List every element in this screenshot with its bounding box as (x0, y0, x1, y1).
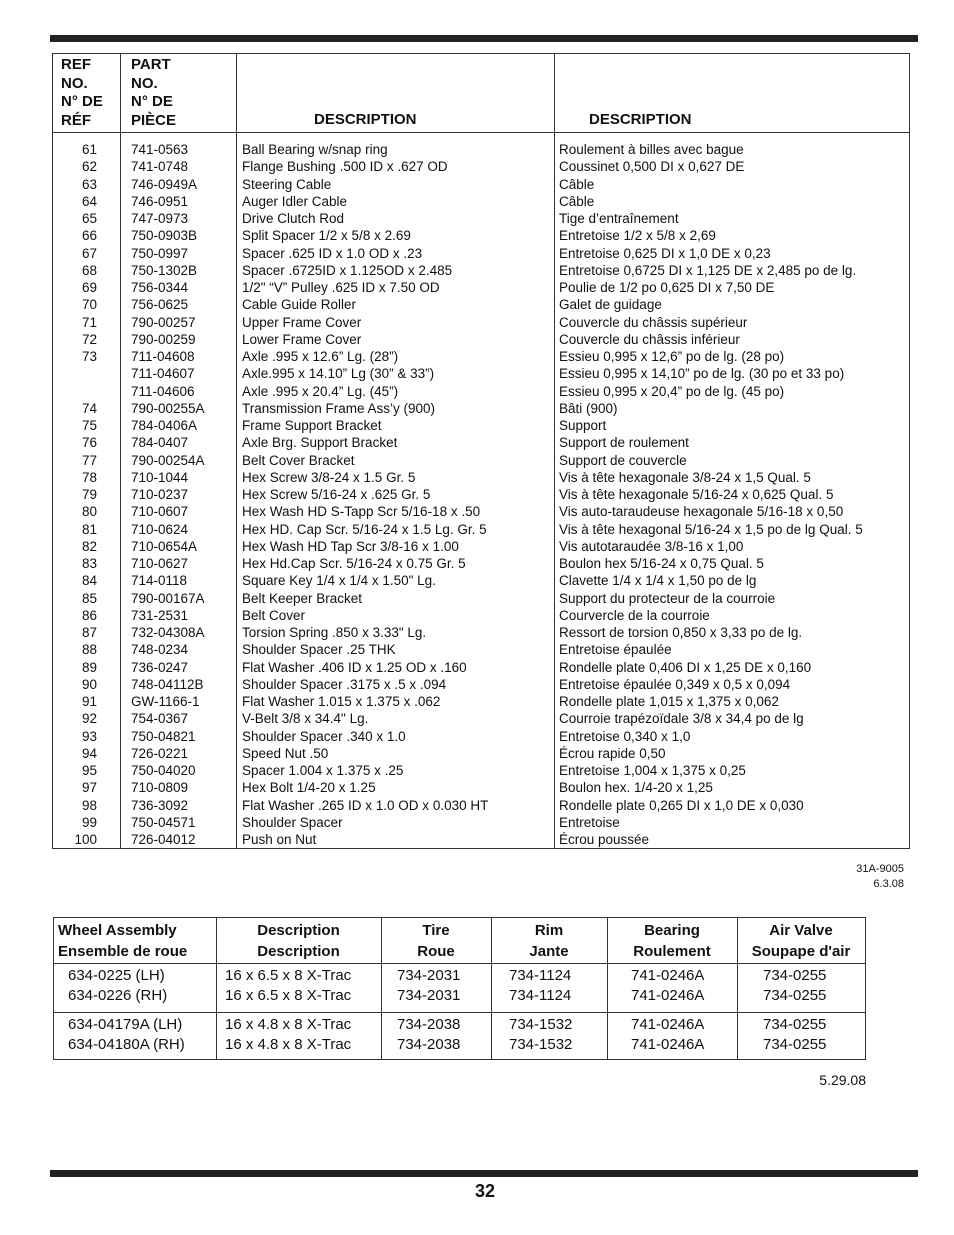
table-row (53, 624, 909, 641)
table-row (53, 521, 909, 538)
header-line: Jante (529, 943, 569, 960)
description-fr-cell: Essieu 0,995 x 20,4” po de lg. (45 po) (559, 383, 785, 399)
table-row (53, 348, 909, 365)
air-valve-cell: 734-0255 (763, 967, 827, 984)
header-divider (53, 132, 909, 133)
table-row (53, 486, 909, 503)
description-fr-cell: Entretoise 1,004 x 1,375 x 0,25 (559, 763, 746, 778)
tire-cell: 734-2031 (397, 967, 461, 984)
table-row (53, 814, 909, 831)
wheel-assembly-cell: 634-04180A (RH) (68, 1036, 185, 1053)
header-line: Air Valve (769, 922, 833, 939)
header-line: Wheel Assembly (58, 922, 177, 939)
description-fr-cell: Câble (559, 193, 595, 209)
part-no-cell: 741-0563 (131, 142, 189, 157)
part-no-cell: 736-3092 (131, 797, 189, 813)
header-part-line: PIÈCE (131, 111, 177, 129)
description-en-cell: Square Key 1/4 x 1/4 x 1.50" Lg. (242, 573, 436, 589)
parts-table (52, 53, 910, 849)
header-description-fr: DESCRIPTION (589, 111, 692, 128)
table-row (53, 365, 909, 382)
ref-no-cell: 83 (81, 556, 97, 571)
table-row (53, 762, 909, 779)
description-en-cell: Belt Cover Bracket (242, 452, 355, 468)
ref-no-cell: 73 (81, 349, 97, 364)
header-divider (54, 963, 865, 964)
air-valve-cell: 734-0255 (763, 987, 827, 1004)
description-en-cell: Ball Bearing w/snap ring (242, 142, 388, 157)
ref-no-cell: 85 (81, 590, 97, 606)
header-wheel-assembly (58, 920, 216, 962)
ref-no-cell: 67 (81, 245, 97, 261)
ref-no-cell: 71 (81, 314, 97, 330)
description-en-cell: Axle .995 x 12.6” Lg. (28”) (242, 349, 399, 364)
header-tire (381, 920, 491, 962)
description-fr-cell: Boulon hex 5/16-24 x 0,75 Qual. 5 (559, 556, 764, 571)
part-no-cell: 784-0407 (131, 435, 189, 451)
description-fr-cell: Couvercle du châssis supérieur (559, 314, 748, 330)
table-row (53, 710, 909, 727)
description-en-cell: Shoulder Spacer (242, 814, 343, 830)
part-no-cell: 790-00257 (131, 314, 196, 330)
description-fr-cell: Ressort de torsion 0,850 x 3,33 po de lg. (559, 625, 803, 640)
description-fr-cell: Vis à tête hexagonal 5/16-24 x 1,5 po de lg Qual. 5 (559, 521, 863, 537)
description-en-cell: Shoulder Spacer .25 THK (242, 642, 396, 658)
description-fr-cell: Courroie trapézoïdale 3/8 x 34,4 po de lg (559, 711, 804, 727)
table-row (53, 262, 909, 279)
ref-no-cell: 62 (81, 159, 97, 175)
part-no-cell: 756-0344 (131, 280, 189, 295)
part-no-cell: 711-04608 (131, 349, 195, 364)
part-no-cell: 710-1044 (131, 469, 189, 485)
description-fr-cell: Courvercle de la courroie (559, 607, 710, 623)
part-no-cell: 710-0654A (131, 538, 198, 554)
part-no-cell: 746-0949A (131, 176, 198, 192)
header-line: Description (257, 943, 340, 960)
description-fr-cell: Vis auto-taraudeuse hexagonale 5/16-18 x 0,50 (559, 504, 844, 520)
header-line: Rim (534, 922, 564, 939)
description-fr-cell: Couvercle du châssis inférieur (559, 331, 740, 347)
header-line: Roulement (633, 943, 711, 960)
description-en-cell: Steering Cable (242, 176, 332, 192)
part-no-cell: 726-0221 (131, 745, 189, 761)
ref-no-cell: 61 (81, 142, 97, 157)
header-line: Tire (422, 922, 450, 939)
table-row (53, 659, 909, 676)
description-fr-cell: Support de couvercle (559, 452, 687, 468)
ref-no-cell: 80 (81, 504, 97, 520)
description-fr-cell: Rondelle plate 1,015 x 1,375 x 0,062 (559, 694, 779, 709)
header-line: Roue (417, 943, 455, 960)
table-row (53, 296, 909, 313)
tire-cell: 734-2038 (397, 1016, 461, 1033)
description-en-cell: Belt Keeper Bracket (242, 590, 363, 606)
table-row (53, 227, 909, 244)
table-row (53, 641, 909, 658)
description-en-cell: Torsion Spring .850 x 3.33" Lg. (242, 625, 427, 640)
ref-no-cell: 97 (81, 780, 97, 796)
description-en-cell: V-Belt 3/8 x 34.4" Lg. (242, 711, 369, 727)
description-fr-cell: Support du protecteur de la courroie (559, 590, 776, 606)
description-fr-cell: Essieu 0,995 x 12,6” po de lg. (28 po) (559, 349, 785, 364)
header-line: Bearing (644, 922, 700, 939)
table-row (53, 417, 909, 434)
description-en-cell: Hex Hd.Cap Scr. 5/16-24 x 0.75 Gr. 5 (242, 556, 466, 571)
description-fr-cell: Support (559, 418, 607, 433)
description-en-cell: Hex Screw 5/16-24 x .625 Gr. 5 (242, 487, 431, 502)
ref-no-cell: 68 (81, 262, 97, 278)
header-ref-line: N° DE (61, 93, 103, 110)
header-part-line: N° DE (131, 93, 173, 110)
description-fr-cell: Entretoise (559, 814, 620, 830)
description-fr-cell: Roulement à billes avec bague (559, 142, 744, 157)
description-en-cell: Hex Bolt 1/4-20 x 1.25 (242, 780, 376, 796)
description-fr-cell: Écrou rapide 0,50 (559, 745, 666, 761)
top-rule (50, 35, 918, 42)
header-ref-line: NO. (61, 74, 88, 92)
table-row (53, 314, 909, 331)
part-no-cell: 748-0234 (131, 642, 189, 658)
table-row (53, 176, 909, 193)
ref-no-cell: 69 (81, 280, 97, 295)
description-fr-cell: Rondelle plate 0,406 DI x 1,25 DE x 0,160 (559, 659, 812, 675)
table-row (53, 538, 909, 555)
ref-no-cell: 82 (81, 538, 97, 554)
description-en-cell: Spacer .625 ID x 1.0 OD x .23 (242, 245, 423, 261)
description-en-cell: Upper Frame Cover (242, 314, 362, 330)
header-description-en: DESCRIPTION (314, 111, 417, 128)
bearing-cell: 741-0246A (631, 1016, 705, 1033)
table-row (53, 193, 909, 210)
description-fr-cell: Coussinet 0,500 DI x 0,627 DE (559, 159, 745, 175)
description-fr-cell: Vis à tête hexagonale 5/16-24 x 0,625 Qual. 5 (559, 487, 834, 502)
table-row (53, 745, 909, 762)
table-row (53, 607, 909, 624)
part-no-cell: 750-1302B (131, 262, 198, 278)
table-row (53, 452, 909, 469)
part-no-cell: 756-0625 (131, 297, 189, 313)
table-row (53, 693, 909, 710)
description-en-cell: Hex Wash HD S-Tapp Scr 5/16-18 x .50 (242, 504, 481, 520)
description-en-cell: Push on Nut (242, 832, 317, 847)
description-fr-cell: Tige d’entraînement (559, 211, 679, 226)
rim-cell: 734-1532 (509, 1036, 573, 1053)
ref-no-cell: 92 (81, 711, 97, 727)
header-line: Soupape d'air (751, 943, 851, 960)
description-cell: 16 x 4.8 x 8 X-Trac (225, 1016, 352, 1033)
ref-no-cell: 90 (81, 676, 97, 692)
description-en-cell: Flat Washer .265 ID x 1.0 OD x 0.030 HT (242, 797, 489, 813)
table-row (53, 434, 909, 451)
description-fr-cell: Entretoise 0,625 DI x 1,0 DE x 0,23 (559, 245, 771, 261)
part-no-cell: 750-0903B (131, 228, 198, 244)
ref-no-cell: 76 (81, 435, 97, 451)
description-en-cell: Spacer 1.004 x 1.375 x .25 (242, 763, 404, 778)
part-no-cell: 750-04821 (131, 728, 196, 744)
ref-no-cell: 64 (81, 193, 97, 209)
description-cell: 16 x 6.5 x 8 X-Trac (225, 967, 352, 984)
table-row (53, 831, 909, 848)
description-en-cell: Auger Idler Cable (242, 193, 348, 209)
table-row (53, 210, 909, 227)
description-en-cell: Hex Screw 3/8-24 x 1.5 Gr. 5 (242, 469, 416, 485)
part-no-cell: 714-0118 (131, 573, 188, 589)
description-en-cell: 1/2" “V” Pulley .625 ID x 7.50 OD (242, 280, 440, 295)
header-ref-line: REF (61, 56, 91, 73)
description-cell: 16 x 6.5 x 8 X-Trac (225, 987, 352, 1004)
description-en-cell: Axle Brg. Support Bracket (242, 435, 398, 451)
description-fr-cell: Bâti (900) (559, 400, 618, 416)
ref-no-cell: 63 (81, 176, 97, 192)
ref-no-cell: 89 (81, 659, 97, 675)
part-no-cell: 747-0973 (131, 211, 189, 226)
ref-no-cell: 100 (74, 832, 97, 847)
header-line: Ensemble de roue (58, 943, 188, 960)
part-no-cell: 790-00254A (131, 452, 205, 468)
parts-table-note (800, 862, 904, 892)
description-en-cell: Hex HD. Cap Scr. 5/16-24 x 1.5 Lg. Gr. 5 (242, 521, 487, 537)
description-fr-cell: Boulon hex. 1/4-20 x 1,25 (559, 780, 713, 796)
description-fr-cell: Entretoise épaulée 0,349 x 0,5 x 0,094 (559, 676, 791, 692)
part-no-cell: 710-0607 (131, 504, 189, 520)
table-row (53, 400, 909, 417)
description-en-cell: Flange Bushing .500 ID x .627 OD (242, 159, 448, 175)
ref-no-cell: 93 (81, 728, 97, 744)
header-rim (491, 920, 607, 962)
rim-cell: 734-1124 (509, 987, 572, 1004)
description-en-cell: Belt Cover (242, 607, 306, 623)
description-en-cell: Shoulder Spacer .3175 x .5 x .094 (242, 676, 447, 692)
group-divider (54, 1012, 865, 1013)
part-no-cell: 711-04606 (131, 383, 195, 399)
ref-no-cell: 72 (81, 331, 97, 347)
description-fr-cell: Essieu 0,995 x 14,10” po de lg. (30 po et 33 po) (559, 366, 845, 382)
header-part-line: NO. (131, 74, 158, 92)
description-fr-cell: Vis autotaraudée 3/8-16 x 1,00 (559, 538, 744, 554)
wheel-assembly-table (53, 917, 866, 1060)
table-row (53, 245, 909, 262)
description-en-cell: Axle.995 x 14.10” Lg (30” & 33”) (242, 366, 435, 382)
description-fr-cell: Poulie de 1/2 po 0,625 DI x 7,50 DE (559, 280, 775, 295)
air-valve-cell: 734-0255 (763, 1036, 827, 1053)
wheel-assembly-cell: 634-0225 (LH) (68, 967, 165, 984)
table-row (53, 383, 909, 400)
description-en-cell: Flat Washer 1.015 x 1.375 x .062 (242, 694, 441, 709)
ref-no-cell: 84 (81, 573, 97, 589)
ref-no-cell: 65 (81, 211, 97, 226)
description-fr-cell: Entretoise 0,340 x 1,0 (559, 728, 691, 744)
description-en-cell: Drive Clutch Rod (242, 211, 345, 226)
description-fr-cell: Clavette 1/4 x 1/4 x 1,50 po de lg (559, 573, 757, 589)
description-en-cell: Flat Washer .406 ID x 1.25 OD x .160 (242, 659, 467, 675)
part-no-cell: 746-0951 (131, 193, 189, 209)
description-fr-cell: Écrou poussée (559, 832, 650, 847)
revision-date: 6.3.08 (873, 878, 904, 890)
table-row (53, 590, 909, 607)
table-row (53, 503, 909, 520)
description-fr-cell: Entretoise 1/2 x 5/8 x 2,69 (559, 228, 716, 244)
description-cell: 16 x 4.8 x 8 X-Trac (225, 1036, 352, 1053)
header-bearing (607, 920, 737, 962)
table-row (53, 469, 909, 486)
part-no-cell: 710-0237 (131, 487, 189, 502)
header-line: Description (257, 922, 340, 939)
wheel-assembly-cell: 634-04179A (LH) (68, 1016, 183, 1033)
ref-no-cell: 75 (81, 418, 97, 433)
ref-no-cell: 74 (81, 400, 97, 416)
part-no-cell: 790-00259 (131, 331, 196, 347)
tire-cell: 734-2031 (397, 987, 461, 1004)
table-row (53, 728, 909, 745)
bearing-cell: 741-0246A (631, 967, 705, 984)
description-en-cell: Speed Nut .50 (242, 745, 329, 761)
table-row (53, 331, 909, 348)
table-row (53, 797, 909, 814)
table-row (53, 572, 909, 589)
ref-no-cell: 78 (81, 469, 97, 485)
description-en-cell: Hex Wash HD Tap Scr 3/8-16 x 1.00 (242, 538, 459, 554)
description-fr-cell: Entretoise 0,6725 DI x 1,125 DE x 2,485 po de lg. (559, 262, 857, 278)
wheel-assembly-cell: 634-0226 (RH) (68, 987, 168, 1004)
table-row (53, 676, 909, 693)
ref-no-cell: 86 (81, 607, 97, 623)
part-no-cell: 784-0406A (131, 418, 198, 433)
part-no-cell: 731-2531 (131, 607, 189, 623)
ref-no-cell: 98 (81, 797, 97, 813)
description-fr-cell: Support de roulement (559, 435, 689, 451)
part-no-cell: 750-04571 (131, 814, 196, 830)
description-en-cell: Frame Support Bracket (242, 418, 382, 433)
ref-no-cell: 91 (81, 694, 97, 709)
part-no-cell: 726-04012 (131, 832, 196, 847)
ref-no-cell: 77 (81, 452, 97, 468)
part-no-cell: 710-0627 (131, 556, 189, 571)
part-no-cell: 732-04308A (131, 625, 205, 640)
description-en-cell: Split Spacer 1/2 x 5/8 x 2.69 (242, 228, 411, 244)
header-part-no (131, 56, 176, 130)
part-no-cell: 790-00167A (131, 590, 205, 606)
ref-no-cell: 81 (81, 521, 97, 537)
table-row (53, 779, 909, 796)
table-row (53, 141, 909, 158)
table-row (53, 158, 909, 175)
ref-no-cell: 87 (81, 625, 97, 640)
wheel-table-note: 5.29.08 (819, 1072, 866, 1088)
description-fr-cell: Rondelle plate 0,265 DI x 1,0 DE x 0,030 (559, 797, 804, 813)
bearing-cell: 741-0246A (631, 1036, 705, 1053)
ref-no-cell: 66 (81, 228, 97, 244)
bottom-rule (50, 1170, 918, 1177)
air-valve-cell: 734-0255 (763, 1016, 827, 1033)
description-en-cell: Cable Guide Roller (242, 297, 357, 313)
description-fr-cell: Entretoise épaulée (559, 642, 672, 658)
ref-no-cell: 88 (81, 642, 97, 658)
description-en-cell: Lower Frame Cover (242, 331, 362, 347)
part-no-cell: 710-0624 (131, 521, 189, 537)
table-row (53, 279, 909, 296)
description-fr-cell: Vis à tête hexagonale 3/8-24 x 1,5 Qual. 5 (559, 469, 811, 485)
description-en-cell: Shoulder Spacer .340 x 1.0 (242, 728, 406, 744)
part-no-cell: 754-0367 (131, 711, 189, 727)
part-no-cell: 741-0748 (131, 159, 189, 175)
part-no-cell: 736-0247 (131, 659, 189, 675)
ref-no-cell: 99 (81, 814, 97, 830)
header-air-valve (737, 920, 865, 962)
description-fr-cell: Galet de guidage (559, 297, 662, 313)
ref-no-cell: 70 (81, 297, 97, 313)
rim-cell: 734-1532 (509, 1016, 573, 1033)
description-en-cell: Spacer .6725ID x 1.125OD x 2.485 (242, 262, 453, 278)
table-row (53, 555, 909, 572)
rim-cell: 734-1124 (509, 967, 572, 984)
header-ref-no (61, 56, 103, 130)
parts-rows (53, 141, 909, 848)
header-part-line: PART (131, 56, 171, 73)
bearing-cell: 741-0246A (631, 987, 705, 1004)
header-ref-line: RÉF (61, 111, 91, 129)
page-number: 32 (474, 1181, 496, 1201)
part-no-cell: 711-04607 (131, 366, 195, 382)
tire-cell: 734-2038 (397, 1036, 461, 1053)
ref-no-cell: 79 (81, 487, 97, 502)
part-no-cell: GW-1166-1 (131, 694, 200, 709)
header-description (216, 920, 381, 962)
part-no-cell: 750-04020 (131, 763, 196, 778)
description-en-cell: Transmission Frame Ass’y (900) (242, 400, 436, 416)
part-no-cell: 710-0809 (131, 780, 189, 796)
description-fr-cell: Câble (559, 176, 595, 192)
part-no-cell: 748-04112B (131, 676, 204, 692)
part-no-cell: 790-00255A (131, 400, 205, 416)
description-en-cell: Axle .995 x 20.4” Lg. (45”) (242, 383, 399, 399)
ref-no-cell: 94 (81, 745, 97, 761)
ref-no-cell: 95 (81, 763, 97, 778)
part-no-cell: 750-0997 (131, 245, 189, 261)
model-number: 31A-9005 (856, 863, 904, 875)
